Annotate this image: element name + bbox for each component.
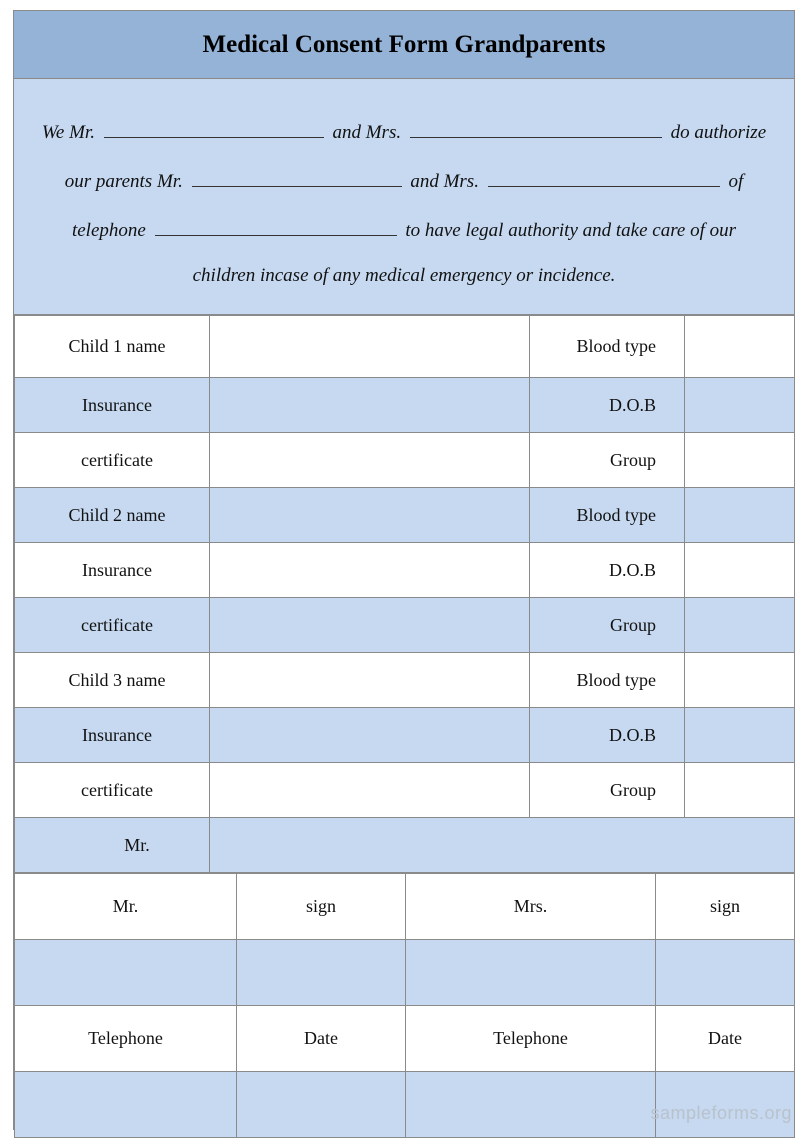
child-1-blood-type-label: Blood type — [530, 316, 685, 378]
mrs-telephone-input[interactable] — [406, 1072, 656, 1138]
child-2-insurance-label: Insurance — [15, 543, 210, 598]
child-3-insurance-input[interactable] — [210, 708, 530, 763]
watermark: sampleforms.org — [650, 1103, 792, 1123]
mr-label: Mr. — [15, 818, 210, 873]
child-1-group-label: Group — [530, 433, 685, 488]
mr-date-header: Date — [237, 1006, 406, 1072]
table-row — [15, 488, 795, 543]
child-1-certificate-label: certificate — [15, 433, 210, 488]
form-title: Medical Consent Form Grandparents — [202, 30, 606, 58]
signature-table — [14, 873, 795, 1138]
child-2-blood-type-label: Blood type — [530, 488, 685, 543]
intro-text: and Mrs. — [332, 122, 402, 143]
mrs-telephone-header: Telephone — [406, 1006, 656, 1072]
child-2-name-input[interactable] — [210, 488, 530, 543]
table-row — [15, 378, 795, 433]
table-row — [15, 874, 795, 940]
child-2-dob-label: D.O.B — [530, 543, 685, 598]
child-2-name-label: Child 2 name — [15, 488, 210, 543]
mr-sign-header: sign — [237, 874, 406, 940]
intro-line-2 — [14, 168, 794, 193]
child-3-blood-type-input[interactable] — [685, 653, 795, 708]
authorization-paragraph — [14, 79, 794, 315]
table-row — [15, 1006, 795, 1072]
child-3-dob-input[interactable] — [685, 708, 795, 763]
father-name-field[interactable] — [104, 119, 324, 138]
table-row — [15, 433, 795, 488]
child-3-name-label: Child 3 name — [15, 653, 210, 708]
child-3-group-label: Group — [530, 763, 685, 818]
mrs-header: Mrs. — [406, 874, 656, 940]
child-2-certificate-label: certificate — [15, 598, 210, 653]
table-row — [15, 543, 795, 598]
child-2-certificate-input[interactable] — [210, 598, 530, 653]
title-bar — [14, 11, 794, 79]
child-1-blood-type-input[interactable] — [685, 316, 795, 378]
child-2-group-label: Group — [530, 598, 685, 653]
intro-line-4: children incase of any medical emergency or incidence. — [192, 265, 616, 286]
intro-text: do authorize — [670, 122, 767, 143]
child-3-certificate-input[interactable] — [210, 763, 530, 818]
table-row — [15, 316, 795, 378]
grandfather-name-field[interactable] — [192, 168, 402, 187]
table-row — [15, 653, 795, 708]
table-row — [15, 818, 795, 873]
child-1-name-label: Child 1 name — [15, 316, 210, 378]
mr-name-input[interactable] — [15, 940, 237, 1006]
grandmother-name-field[interactable] — [488, 168, 720, 187]
child-1-dob-label: D.O.B — [530, 378, 685, 433]
mrs-date-header: Date — [656, 1006, 795, 1072]
table-row — [15, 940, 795, 1006]
child-1-name-input[interactable] — [210, 316, 530, 378]
mrs-sign-input[interactable] — [656, 940, 795, 1006]
child-1-dob-input[interactable] — [685, 378, 795, 433]
intro-text: We Mr. — [41, 122, 95, 143]
mr-header: Mr. — [15, 874, 237, 940]
child-1-insurance-label: Insurance — [15, 378, 210, 433]
consent-form — [13, 10, 795, 1130]
table-row — [15, 708, 795, 763]
child-2-group-input[interactable] — [685, 598, 795, 653]
child-3-group-input[interactable] — [685, 763, 795, 818]
intro-text: our parents Mr. — [64, 171, 183, 192]
child-3-certificate-label: certificate — [15, 763, 210, 818]
telephone-field[interactable] — [155, 217, 397, 236]
child-3-dob-label: D.O.B — [530, 708, 685, 763]
child-2-blood-type-input[interactable] — [685, 488, 795, 543]
mother-name-field[interactable] — [410, 119, 662, 138]
child-3-name-input[interactable] — [210, 653, 530, 708]
mr-input[interactable] — [210, 818, 795, 873]
child-1-certificate-input[interactable] — [210, 433, 530, 488]
child-3-insurance-label: Insurance — [15, 708, 210, 763]
children-table — [14, 315, 795, 873]
child-2-insurance-input[interactable] — [210, 543, 530, 598]
table-row — [15, 763, 795, 818]
intro-line-3 — [14, 217, 794, 242]
intro-text: and Mrs. — [410, 171, 479, 192]
child-1-insurance-input[interactable] — [210, 378, 530, 433]
intro-text: of — [728, 171, 744, 192]
mr-telephone-header: Telephone — [15, 1006, 237, 1072]
mr-date-input[interactable] — [237, 1072, 406, 1138]
mr-telephone-input[interactable] — [15, 1072, 237, 1138]
table-row — [15, 598, 795, 653]
mrs-sign-header: sign — [656, 874, 795, 940]
intro-text: telephone — [71, 220, 146, 241]
intro-text: to have legal authority and take care of our — [405, 220, 737, 241]
mrs-name-input[interactable] — [406, 940, 656, 1006]
child-2-dob-input[interactable] — [685, 543, 795, 598]
child-3-blood-type-label: Blood type — [530, 653, 685, 708]
child-1-group-input[interactable] — [685, 433, 795, 488]
mr-sign-input[interactable] — [237, 940, 406, 1006]
intro-line-1 — [14, 119, 794, 144]
